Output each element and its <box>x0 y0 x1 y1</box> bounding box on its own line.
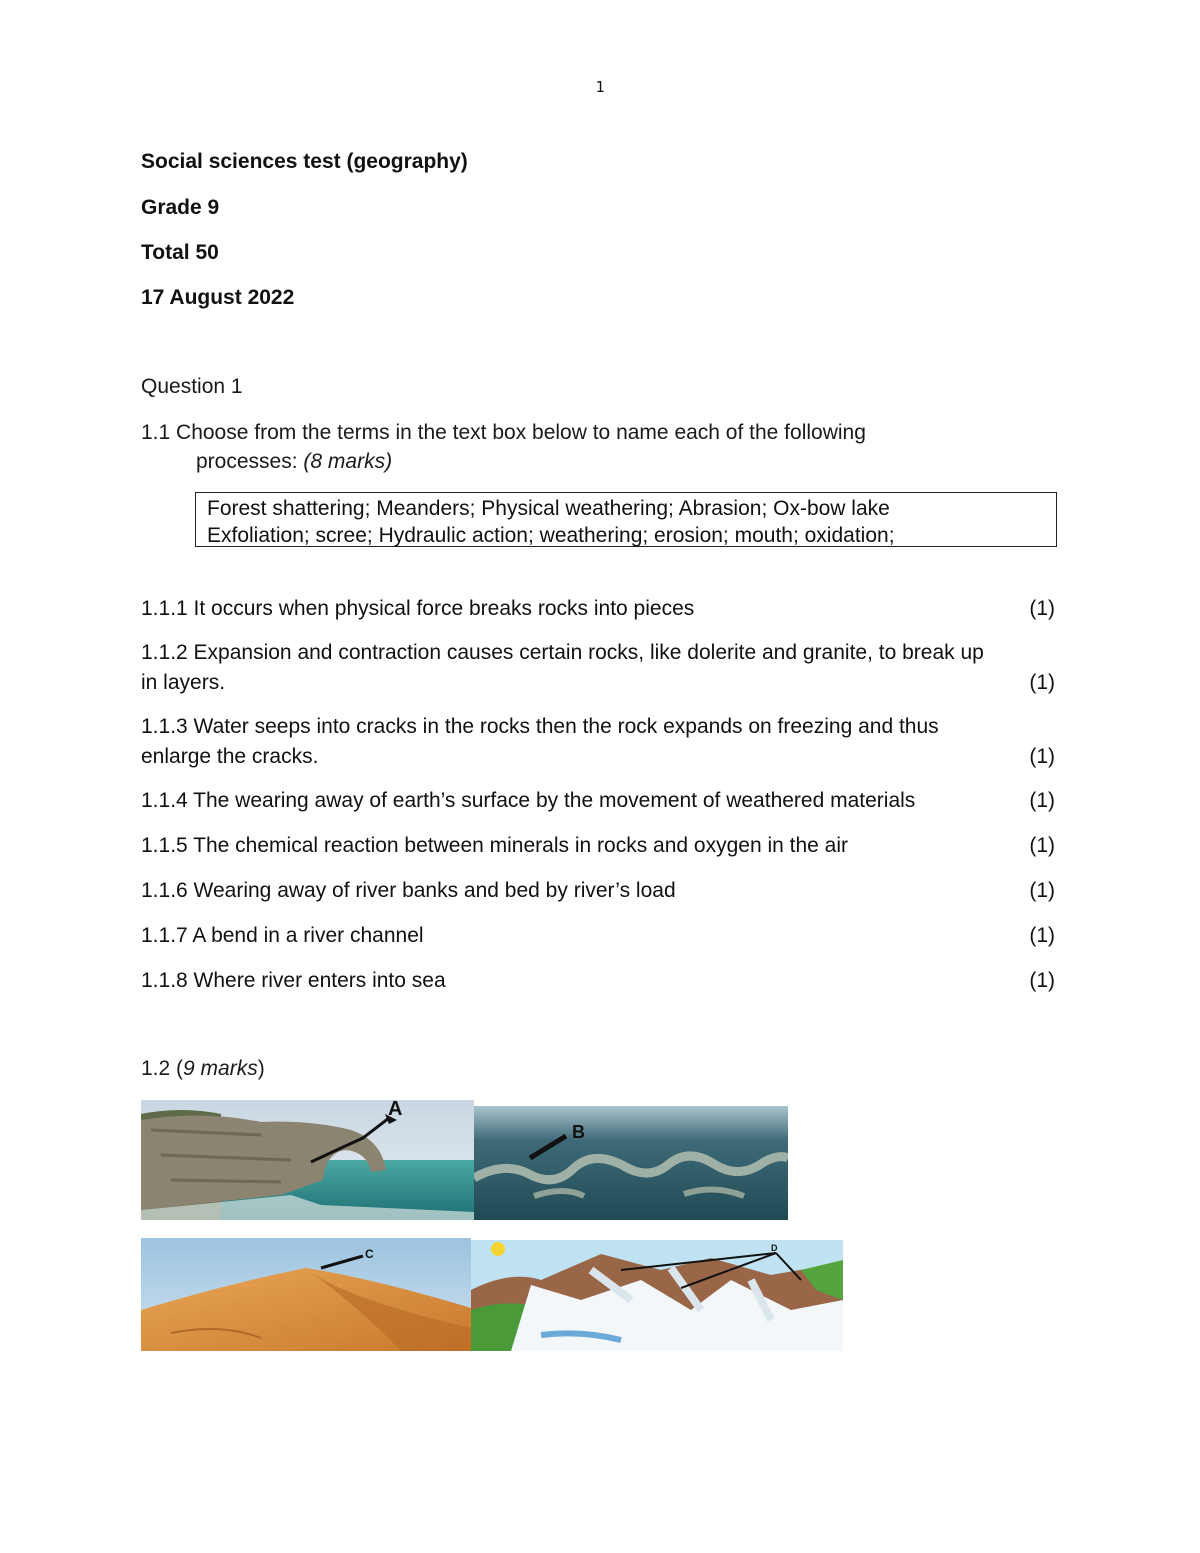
question-text: 1.1.3 Water seeps into cracks in the rocks then the rock expands on freezing and thus enlarge the cracks. <box>141 715 939 768</box>
image-c-sand-dune <box>141 1238 471 1351</box>
sun-icon <box>491 1242 505 1256</box>
question-mark: (1) <box>1029 789 1055 812</box>
label-b: B <box>572 1122 585 1142</box>
q1-2-marks: 9 marks <box>183 1057 258 1080</box>
image-b-meanders <box>474 1106 788 1220</box>
q1-2-suffix: ) <box>257 1057 265 1080</box>
grade-label: Grade 9 <box>141 196 220 219</box>
question-item-1-1-4 <box>141 786 1055 816</box>
question-mark: (1) <box>1029 969 1055 992</box>
question-item-1-1-2 <box>141 638 1055 698</box>
question-text: 1.1.6 Wearing away of river banks and bed by river’s load <box>141 879 676 902</box>
label-d: D <box>771 1243 778 1253</box>
sand-dune-illustration <box>141 1238 471 1351</box>
meanders-illustration <box>474 1106 788 1220</box>
question-text: 1.1.4 The wearing away of earth’s surface by the movement of weathered materials <box>141 789 916 812</box>
image-d-scree-mountain <box>471 1240 843 1351</box>
q1-1-intro-cont-text: processes: <box>196 450 304 473</box>
question-mark: (1) <box>1029 745 1055 768</box>
question-mark: (1) <box>1029 597 1055 620</box>
question-item-1-1-8 <box>141 966 1055 996</box>
label-a: A <box>388 1100 403 1120</box>
question-text: 1.1.7 A bend in a river channel <box>141 924 424 947</box>
terms-text-box <box>195 492 1057 547</box>
image-a-sea-arch <box>141 1100 474 1220</box>
question-mark: (1) <box>1029 879 1055 902</box>
q1-2-prefix: 1.2 ( <box>141 1057 184 1080</box>
terms-line-2: Exfoliation; scree; Hydraulic action; weathering; erosion; mouth; oxidation; <box>207 524 895 547</box>
question-item-1-1-6 <box>141 876 1055 906</box>
question-mark: (1) <box>1029 834 1055 857</box>
question-item-1-1-5 <box>141 831 1055 861</box>
q1-1-intro: 1.1 Choose from the terms in the text box below to name each of the following <box>141 421 866 444</box>
question-text: 1.1.8 Where river enters into sea <box>141 969 446 992</box>
question-mark: (1) <box>1029 924 1055 947</box>
total-label: Total 50 <box>141 241 219 264</box>
scree-mountain-illustration <box>471 1240 843 1351</box>
page-number: 1 <box>595 78 605 96</box>
label-c: C <box>365 1247 374 1261</box>
question-item-1-1-1 <box>141 594 1055 624</box>
q1-1-intro-cont <box>196 450 392 474</box>
question-heading: Question 1 <box>141 375 243 398</box>
question-text: 1.1.1 It occurs when physical force breaks rocks into pieces <box>141 597 695 620</box>
q1-1-marks: (8 marks) <box>303 450 393 473</box>
test-title: Social sciences test (geography) <box>141 150 468 173</box>
terms-line-1: Forest shattering; Meanders; Physical weathering; Abrasion; Ox-bow lake <box>207 497 890 520</box>
question-text: 1.1.5 The chemical reaction between minerals in rocks and oxygen in the air <box>141 834 848 857</box>
date-label: 17 August 2022 <box>141 286 295 309</box>
question-item-1-1-7 <box>141 921 1055 951</box>
question-item-1-1-3 <box>141 712 1055 772</box>
question-mark: (1) <box>1029 671 1055 694</box>
question-text: 1.1.2 Expansion and contraction causes certain rocks, like dolerite and granite, to break up in layers. <box>141 641 984 694</box>
q1-2-heading <box>141 1057 265 1081</box>
sea-arch-illustration <box>141 1100 474 1220</box>
